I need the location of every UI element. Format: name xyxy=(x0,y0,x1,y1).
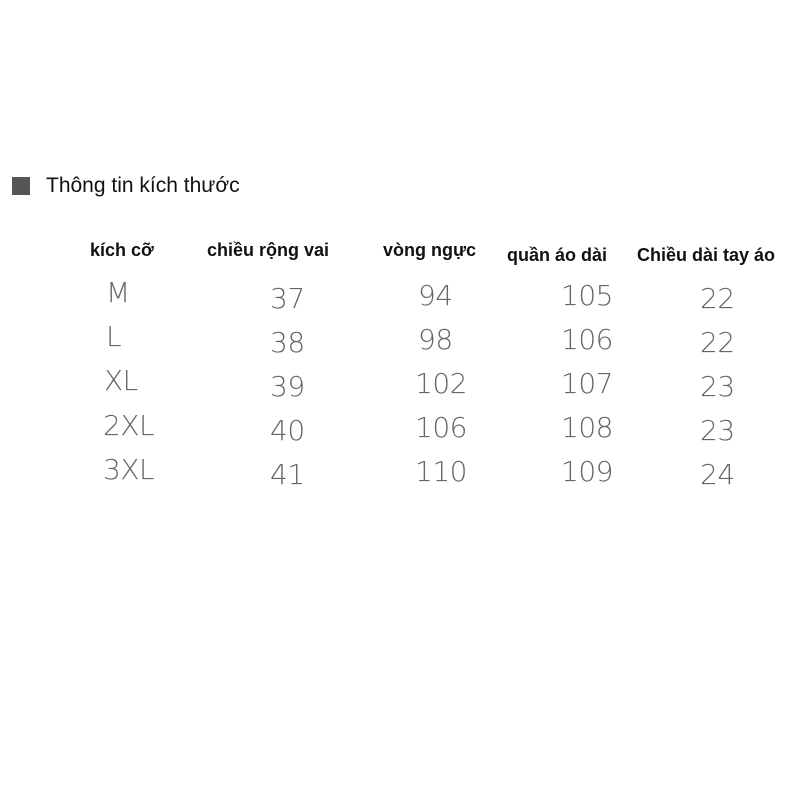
square-icon xyxy=(12,177,30,195)
table-cell: 109 xyxy=(561,455,613,488)
table-cell: 24 xyxy=(700,458,735,491)
table-cell: L xyxy=(106,320,122,353)
table-cell: M xyxy=(106,276,130,309)
table-cell: 110 xyxy=(415,455,467,488)
table-cell: 22 xyxy=(700,282,735,315)
table-cell: 37 xyxy=(270,282,305,315)
table-cell: 107 xyxy=(561,367,613,400)
table-cell: 3XL xyxy=(103,453,155,486)
table-cell: 38 xyxy=(270,326,305,359)
table-cell: 2XL xyxy=(103,409,155,442)
header-sleeve: Chiều dài tay áo xyxy=(637,245,776,265)
header-shoulder: chiều rộng vai xyxy=(207,240,330,260)
table-cell: 40 xyxy=(270,414,305,447)
table-cell: 106 xyxy=(415,411,467,444)
table-cell: 23 xyxy=(700,370,735,403)
header-chest: vòng ngực xyxy=(383,240,477,260)
table-cell: XL xyxy=(104,364,138,397)
table-cell: 94 xyxy=(418,279,453,312)
table-cell: 23 xyxy=(700,414,735,447)
table-cell: 39 xyxy=(270,370,305,403)
section-header xyxy=(12,170,240,202)
table-cell: 102 xyxy=(415,367,467,400)
header-length: quần áo dài xyxy=(507,245,608,265)
table-cell: 105 xyxy=(561,279,613,312)
section-title: Thông tin kích thước xyxy=(46,174,240,197)
table-cell: 108 xyxy=(561,411,613,444)
table-cell: 98 xyxy=(418,323,453,356)
header-size: kích cỡ xyxy=(90,240,154,260)
table-cell: 22 xyxy=(700,326,735,359)
table-cell: 106 xyxy=(561,323,613,356)
table-cell: 41 xyxy=(270,458,305,491)
